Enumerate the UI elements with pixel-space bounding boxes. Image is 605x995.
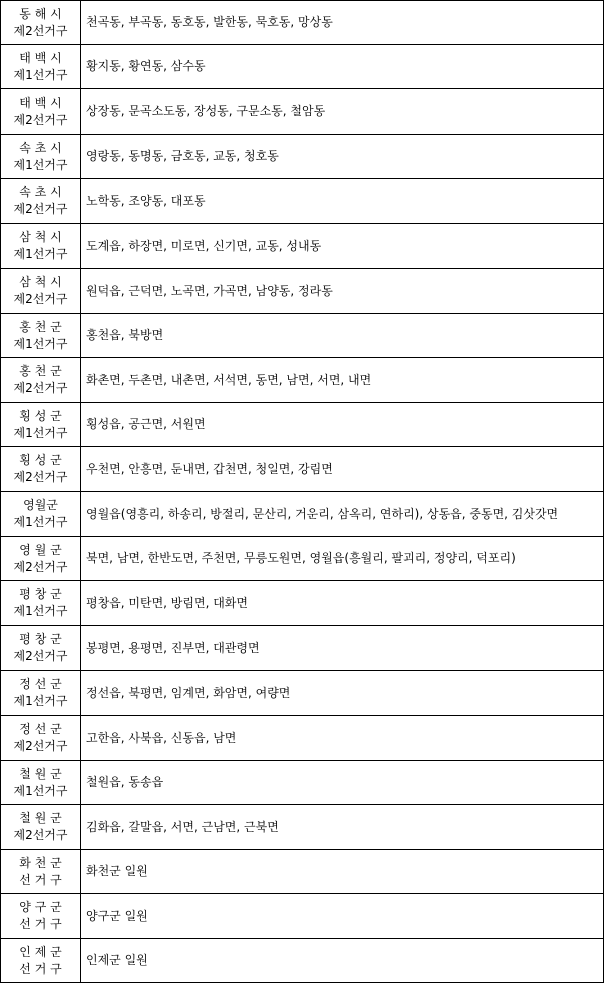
district-name-line1: 속 초 시 [19,140,62,155]
table-row [1,894,604,939]
district-name-line2: 제2선거구 [13,23,68,38]
district-name-line1: 횡 성 군 [19,408,62,423]
district-areas-cell: 화촌면, 두촌면, 내촌면, 서석면, 동면, 남면, 서면, 내면 [81,358,604,403]
district-name-line1: 철 원 군 [19,811,62,825]
table-row [1,626,604,671]
district-areas-cell: 북면, 남면, 한반도면, 주천면, 무릉도원면, 영월읍(흥월리, 팔괴리, 정양리, 덕포리) [81,537,604,581]
district-name-cell [1,492,81,537]
district-name-line2: 제1선거구 [13,783,68,798]
district-name-line2: 제2선거구 [13,559,68,574]
district-name-line2: 제1선거구 [13,604,68,618]
table-row [1,224,604,269]
district-name-cell [1,626,81,671]
district-name-line1: 횡 성 군 [19,453,62,467]
district-areas-cell: 김화읍, 갈말읍, 서면, 근남면, 근북면 [81,805,604,850]
district-name-line1: 동 해 시 [19,6,62,21]
district-name-cell [1,939,81,983]
table-row [1,269,604,314]
district-name-line1: 양 구 군 [19,900,62,914]
district-name-cell [1,403,81,447]
district-name-cell [1,314,81,358]
table-row [1,1,604,45]
district-areas-cell: 횡성읍, 공근면, 서원면 [81,403,604,447]
district-name-cell [1,671,81,716]
district-name-line2: 선 거 구 [19,961,62,976]
district-name-line1: 평 창 군 [19,587,62,601]
district-name-cell [1,1,81,45]
district-name-line2: 선 거 구 [19,872,62,887]
district-name-line1: 삼 척 시 [19,230,62,244]
district-areas-cell: 양구군 일원 [81,894,604,939]
district-name-line2: 제2선거구 [13,202,68,216]
table-row [1,671,604,716]
table-row [1,492,604,537]
district-name-cell [1,358,81,403]
table-row [1,716,604,761]
district-name-line2: 제2선거구 [13,381,68,395]
district-name-cell [1,805,81,850]
district-areas-cell: 화천군 일원 [81,850,604,894]
district-name-line1: 영월군 [23,498,58,512]
district-name-line2: 제1선거구 [13,247,68,261]
district-areas-cell: 인제군 일원 [81,939,604,983]
district-name-cell [1,716,81,761]
district-name-line1: 삼 척 시 [19,275,62,289]
district-name-line2: 선 거 구 [19,917,62,931]
district-areas-cell: 평창읍, 미탄면, 방림면, 대화면 [81,581,604,626]
table-row [1,135,604,179]
district-name-cell [1,894,81,939]
district-name-line1: 태 백 시 [19,50,62,65]
district-name-line1: 태 백 시 [19,95,62,110]
table-row [1,939,604,983]
district-name-line1: 인 제 군 [19,944,62,959]
district-name-cell [1,850,81,894]
district-name-line2: 제1선거구 [13,694,68,708]
district-name-line1: 철 원 군 [19,766,62,781]
district-areas-cell: 고한읍, 사북읍, 신동읍, 남면 [81,716,604,761]
district-name-cell [1,89,81,135]
district-name-line2: 제1선거구 [13,425,68,440]
table-row [1,89,604,135]
district-name-line1: 정 선 군 [19,677,62,691]
table-row [1,403,604,447]
district-areas-cell: 노학동, 조양동, 대포동 [81,179,604,224]
table-row [1,537,604,581]
district-areas-cell: 황지동, 황연동, 삼수동 [81,45,604,89]
district-name-cell [1,447,81,492]
district-name-cell [1,179,81,224]
district-name-line1: 정 선 군 [19,722,62,736]
district-name-line2: 제1선거구 [13,157,68,172]
district-name-line2: 제1선거구 [13,67,68,82]
district-name-cell [1,269,81,314]
district-areas-cell: 봉평면, 용평면, 진부면, 대관령면 [81,626,604,671]
district-areas-cell: 상장동, 문곡소도동, 장성동, 구문소동, 철암동 [81,89,604,135]
district-areas-cell: 철원읍, 동송읍 [81,761,604,805]
table-row [1,447,604,492]
district-name-line2: 제1선거구 [13,336,68,351]
district-name-line1: 영 월 군 [19,542,62,557]
district-name-line1: 평 창 군 [19,632,62,646]
district-table-body [1,1,604,983]
table-row [1,314,604,358]
district-name-cell [1,581,81,626]
district-name-line2: 제2선거구 [13,292,68,306]
table-row [1,850,604,894]
district-areas-cell: 도계읍, 하장면, 미로면, 신기면, 교동, 성내동 [81,224,604,269]
district-areas-cell: 정선읍, 북평면, 임계면, 화암면, 여량면 [81,671,604,716]
table-row [1,805,604,850]
table-row [1,45,604,89]
district-name-line2: 제2선거구 [13,649,68,663]
district-name-line1: 속 초 시 [19,185,62,199]
district-name-line2: 제2선거구 [13,470,68,484]
district-areas-cell: 우천면, 안흥면, 둔내면, 갑천면, 청일면, 강림면 [81,447,604,492]
district-name-cell [1,135,81,179]
district-name-line2: 제2선거구 [13,739,68,753]
district-name-cell [1,761,81,805]
district-name-line1: 홍 천 군 [19,319,62,334]
table-row [1,581,604,626]
district-name-line2: 제2선거구 [13,828,68,842]
district-name-cell [1,45,81,89]
table-row [1,358,604,403]
table-row [1,761,604,805]
district-name-line2: 제2선거구 [13,112,68,127]
district-areas-cell: 영월읍(영흥리, 하송리, 방절리, 문산리, 거운리, 삼옥리, 연하리), 상동읍, 중동면, 김삿갓면 [81,492,604,537]
district-name-line2: 제1선거구 [13,515,68,529]
district-areas-cell: 원덕읍, 근덕면, 노곡면, 가곡면, 남양동, 정라동 [81,269,604,314]
district-areas-cell: 홍천읍, 북방면 [81,314,604,358]
district-areas-cell: 영랑동, 동명동, 금호동, 교동, 청호동 [81,135,604,179]
table-row [1,179,604,224]
district-areas-cell: 천곡동, 부곡동, 동호동, 발한동, 묵호동, 망상동 [81,1,604,45]
district-name-cell [1,537,81,581]
district-name-cell [1,224,81,269]
district-name-line1: 홍 천 군 [19,364,62,378]
district-name-line1: 화 천 군 [19,855,62,870]
